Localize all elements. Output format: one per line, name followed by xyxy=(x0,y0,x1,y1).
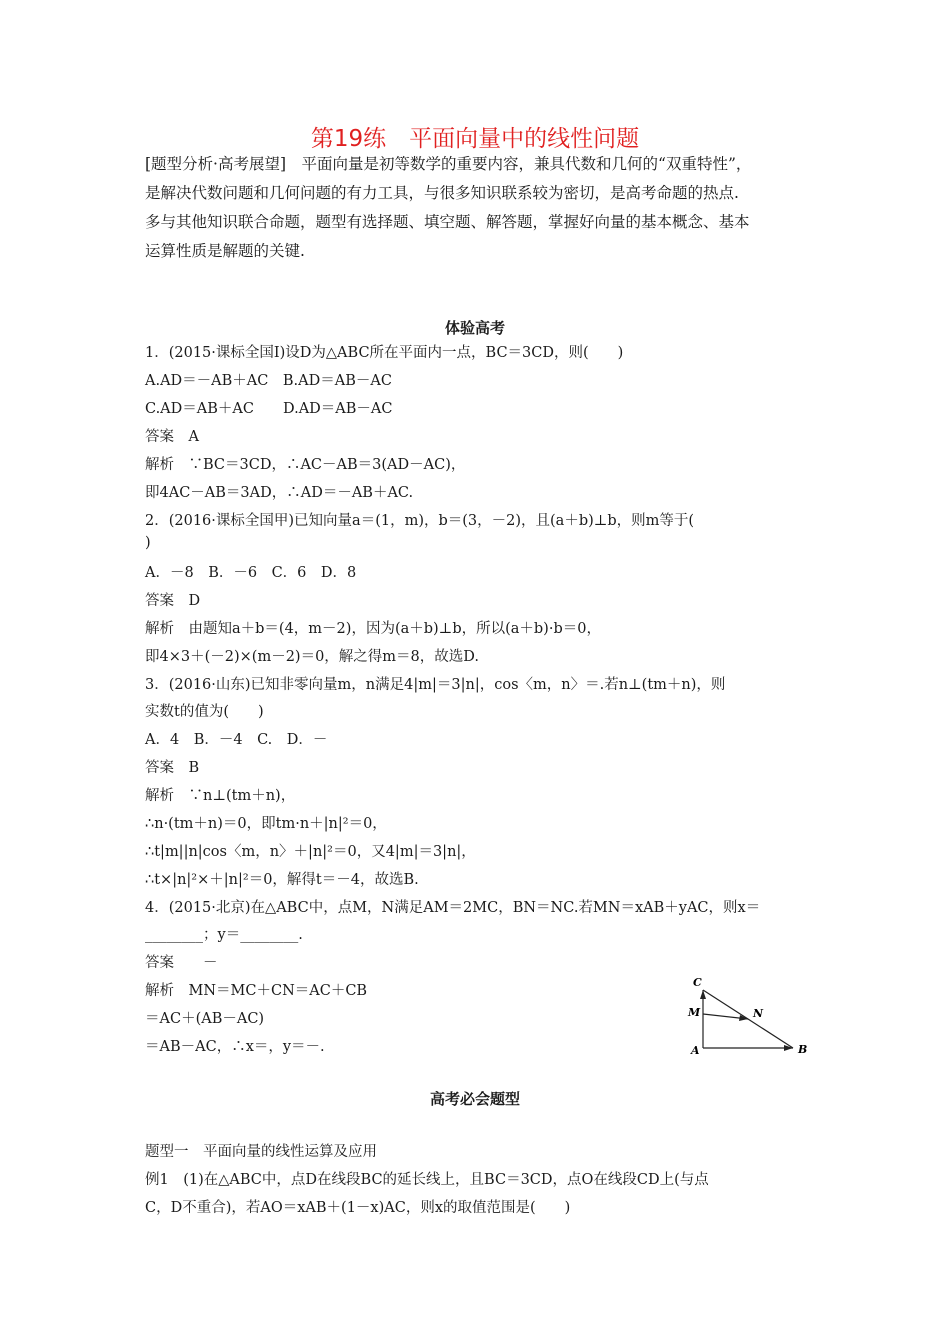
problem-1-answer: 答案 A xyxy=(145,429,199,445)
example-1-stem: C，D不重合)，若AO＝xAB＋(1－x)AC，则x的取值范围是( ) xyxy=(145,1200,571,1216)
example-1-stem: 例1 (1)在△ABC中，点D在线段BC的延长线上，且BC＝3CD，点O在线段CD上(与点 xyxy=(145,1172,709,1188)
problem-2-solution: 即4×3＋(－2)×(m－2)＝0，解之得m＝8，故选D. xyxy=(145,649,479,665)
label-n: N xyxy=(753,1007,764,1020)
intro-line: 是解决代数问题和几何问题的有力工具，与很多知识联系较为密切，是高考命题的热点. xyxy=(145,184,739,202)
problem-3-stem: 实数t的值为( ) xyxy=(145,704,264,720)
problem-4-stem: ________；y＝________. xyxy=(145,927,303,943)
problem-4-stem: 4．(2015·北京)在△ABC中，点M，N满足AM＝2MC，BN＝NC.若MN＝xAB＋yAC，则x＝ xyxy=(145,900,761,916)
problem-3-answer: 答案 B xyxy=(145,760,200,776)
problem-3-solution: 解析 ∵n⊥(tm＋n)， xyxy=(145,788,296,804)
problem-3-stem: 3．(2016·山东)已知非零向量m，n满足4|m|＝3|n|，cos〈m，n〉＝.若n⊥(tm＋n)，则 xyxy=(145,677,726,693)
intro-line: [题型分析·高考展望] 平面向量是初等数学的重要内容，兼具代数和几何的“双重特性”， xyxy=(145,155,752,173)
problem-4-solution: 解析 MN＝MC＋CN＝AC＋CB xyxy=(145,983,368,999)
intro-line: 运算性质是解题的关键. xyxy=(145,242,305,260)
intro-line: 多与其他知识联合命题，题型有选择题、填空题、解答题，掌握好向量的基本概念、基本 xyxy=(145,213,750,231)
problem-2-stem: 2．(2016·课标全国甲)已知向量a＝(1，m)，b＝(3，－2)，且(a＋b)⊥b，则m等于( xyxy=(145,513,695,529)
problem-4-solution: ＝AB－AC，∴x＝，y＝－. xyxy=(145,1039,325,1055)
section-heading-must: 高考必会题型 xyxy=(429,1090,520,1108)
problem-4-answer: 答案 － xyxy=(145,955,218,971)
section-heading-experience: 体验高考 xyxy=(444,319,505,337)
label-b: B xyxy=(798,1043,808,1056)
problem-2-answer: 答案 D xyxy=(145,593,201,609)
problem-4-solution: ＝AC＋(AB－AC) xyxy=(145,1011,265,1027)
arrow-head-ab xyxy=(784,1045,793,1051)
type-1-heading: 题型一 平面向量的线性运算及应用 xyxy=(145,1144,377,1160)
problem-1-solution: 即4AC－AB＝3AD，∴AD＝－AB＋AC. xyxy=(145,485,414,501)
page-title: 第19练 平面向量中的线性问题 xyxy=(310,126,640,152)
problem-1-options-ab: A.AD＝－AB＋AC B.AD＝AB－AC xyxy=(145,373,392,389)
problem-1-stem: 1．(2015·课标全国Ⅰ)设D为△ABC所在平面内一点，BC＝3CD，则( ) xyxy=(145,345,624,361)
problem-3-solution: ∴t|m||n|cos〈m，n〉＋|n|²＝0，又4|m|＝3|n|， xyxy=(145,844,476,860)
label-c: C xyxy=(693,976,702,989)
label-a: A xyxy=(691,1044,700,1057)
problem-3-solution: ∴t×|n|²×＋|n|²＝0，解得t＝－4，故选B. xyxy=(145,872,419,888)
problem-1-solution: 解析 ∵BC＝3CD，∴AC－AB＝3(AD－AC)， xyxy=(145,457,466,473)
problem-3-options: A．4 B．－4 C. D．－ xyxy=(145,732,328,748)
problem-2-solution: 解析 由题知a＋b＝(4，m－2)，因为(a＋b)⊥b，所以(a＋b)·b＝0， xyxy=(145,621,601,637)
problem-2-options: A．－8 B．－6 C．6 D．8 xyxy=(145,565,357,581)
problem-3-solution: ∴n·(tm＋n)＝0，即tm·n＋|n|²＝0， xyxy=(145,816,387,832)
intro-paragraph xyxy=(145,150,815,266)
problem-1-options-cd: C.AD＝AB＋AC D.AD＝AB－AC xyxy=(145,401,393,417)
problem-2-stem: ) xyxy=(145,535,151,551)
triangle-figure xyxy=(683,972,813,1064)
label-m: M xyxy=(688,1006,701,1019)
